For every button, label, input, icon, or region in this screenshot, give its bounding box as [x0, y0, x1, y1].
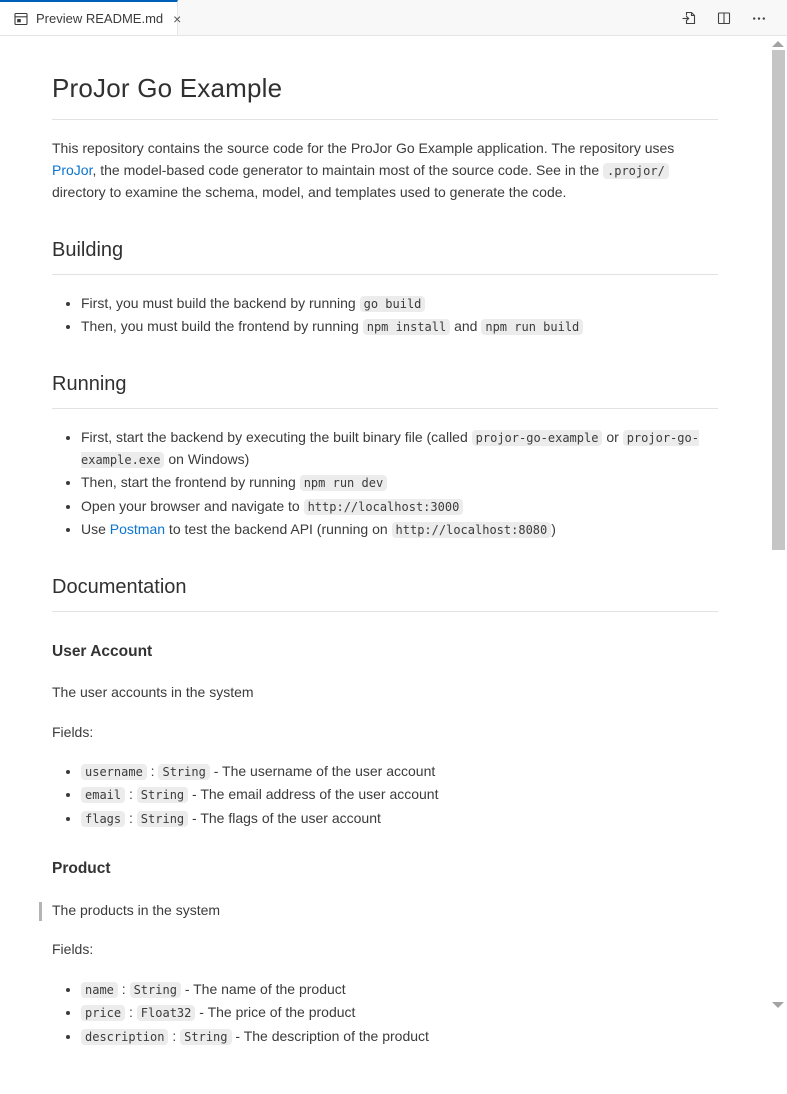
list-item: [81, 292, 718, 314]
more-actions-icon[interactable]: [749, 8, 769, 28]
text-run: :: [125, 809, 137, 826]
text-run: on Windows): [164, 450, 250, 467]
inline-code: http://localhost:8080: [392, 522, 552, 538]
text-run: Use: [81, 521, 110, 538]
text-run: :: [146, 763, 159, 780]
list-item: [81, 426, 718, 471]
text-run: - The email address of the user account: [188, 786, 439, 803]
inline-code: price: [81, 1005, 125, 1021]
list-item: [81, 1025, 718, 1047]
inline-code: username: [81, 764, 147, 780]
list-item: [81, 978, 718, 1000]
active-line-marker: [39, 902, 42, 921]
list-item: [81, 518, 718, 540]
intro-paragraph: [52, 137, 718, 204]
text-run: ): [551, 521, 556, 538]
text-run: This repository contains the source code for the ProJor Go Example application. The repository uses: [52, 139, 675, 156]
fields-label: Fields:: [52, 723, 94, 740]
text-run: - The name of the product: [180, 980, 346, 997]
list-item: [81, 760, 718, 782]
user-account-fields-list: [52, 760, 718, 829]
text-run: :: [125, 786, 137, 803]
product-fields-list: [52, 978, 718, 1047]
inline-code: npm run build: [481, 319, 583, 335]
tab-title: Preview README.md: [36, 11, 164, 26]
inline-code: .projor/: [603, 163, 669, 179]
running-steps-list: [52, 426, 718, 541]
inline-code: email: [81, 787, 125, 803]
section-heading-building: Building: [52, 234, 718, 275]
text-run: to test the backend API (running on: [165, 521, 392, 538]
inline-code: Float32: [137, 1005, 196, 1021]
entity-user-account: [52, 640, 718, 830]
inline-code: String: [130, 982, 181, 998]
entity-description: The user accounts in the system: [52, 684, 254, 701]
scrollbar-arrow-up-icon[interactable]: [772, 41, 784, 47]
text-run: Open your browser and navigate to: [81, 497, 304, 514]
show-source-icon[interactable]: [679, 8, 699, 28]
text-run: Then, start the frontend by running: [81, 474, 300, 491]
list-item: [81, 783, 718, 805]
list-item: [81, 495, 718, 517]
active-line-block: [52, 899, 718, 921]
inline-code: description: [81, 1029, 168, 1045]
text-run: - The username of the user account: [209, 763, 436, 780]
list-item: [81, 1001, 718, 1023]
section-building: [52, 234, 718, 338]
page-title: ProJor Go Example: [52, 68, 718, 120]
inline-code: String: [137, 787, 188, 803]
list-item: [81, 471, 718, 493]
link-projor[interactable]: ProJor: [52, 161, 93, 178]
text-run: First, start the backend by executing the built binary file (called: [81, 428, 472, 445]
inline-code: String: [137, 811, 188, 827]
text-run: Then, you must build the frontend by running: [81, 318, 363, 335]
inline-code: http://localhost:3000: [304, 499, 464, 515]
text-run: :: [117, 980, 130, 997]
entity-heading-product: Product: [52, 860, 111, 878]
section-documentation: [52, 571, 718, 1048]
entity-heading-user-account: User Account: [52, 642, 153, 660]
inline-code: npm install: [363, 319, 450, 335]
text-run: , the model-based code generator to maintain most of the source code. See in the: [92, 161, 603, 178]
markdown-preview-content: [0, 36, 787, 1094]
text-run: - The price of the product: [195, 1004, 356, 1021]
tab-bar: [0, 0, 787, 36]
tab-preview-readme[interactable]: [0, 0, 182, 35]
fields-label: Fields:: [52, 941, 94, 958]
markdown-preview-icon: [13, 11, 29, 27]
inline-code: String: [180, 1029, 231, 1045]
tab-close-icon[interactable]: ×: [173, 10, 182, 27]
inline-code: projor-go-example: [472, 430, 603, 446]
section-heading-running: Running: [52, 368, 718, 409]
inline-code: String: [158, 764, 209, 780]
inline-code: projor-go-example.exe: [81, 430, 699, 467]
building-steps-list: [52, 292, 718, 338]
section-heading-documentation: Documentation: [52, 571, 718, 612]
scrollbar-thumb[interactable]: [772, 50, 785, 550]
scrollbar-arrow-down-icon[interactable]: [772, 1002, 784, 1008]
text-run: :: [125, 1004, 137, 1021]
split-editor-icon[interactable]: [714, 8, 734, 28]
text-run: - The description of the product: [231, 1027, 429, 1044]
text-run: - The flags of the user account: [188, 809, 381, 826]
inline-code: npm run dev: [300, 475, 387, 491]
editor-actions-toolbar: [679, 0, 787, 35]
entity-description: The products in the system: [52, 902, 221, 919]
text-run: First, you must build the backend by running: [81, 294, 360, 311]
text-run: and: [450, 318, 482, 335]
section-running: [52, 368, 718, 541]
text-run: directory to examine the schema, model, and templates used to generate the code.: [52, 184, 567, 201]
inline-code: go build: [360, 296, 426, 312]
link-postman[interactable]: Postman: [109, 521, 166, 538]
text-run: :: [168, 1027, 181, 1044]
list-item: [81, 807, 718, 829]
inline-code: name: [81, 982, 118, 998]
inline-code: flags: [81, 811, 125, 827]
text-run: or: [602, 428, 623, 445]
list-item: [81, 315, 718, 337]
